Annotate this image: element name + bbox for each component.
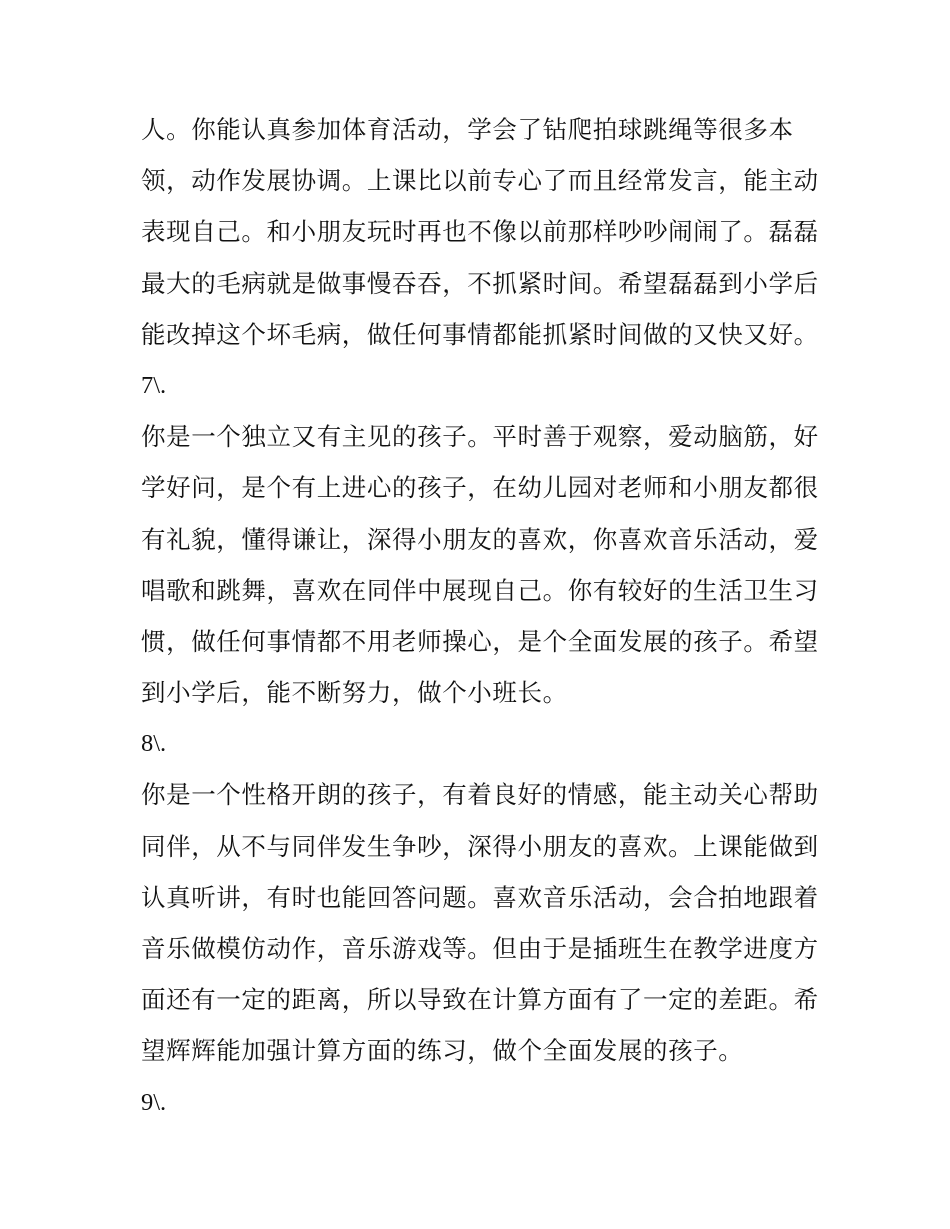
text-line: 面还有一定的距离，所以导致在计算方面有了一定的差距。希 (141, 985, 819, 1015)
text-line: 最大的毛病就是做事慢吞吞，不抓紧时间。希望磊磊到小学后 (141, 268, 819, 298)
item-number-9: 9\. (141, 1088, 167, 1116)
text-line: 能改掉这个坏毛病，做任何事情都能抓紧时间做的又快又好。 (141, 319, 819, 349)
text-line: 人。你能认真参加体育活动，学会了钻爬拍球跳绳等很多本 (141, 115, 794, 144)
item-number-7: 7\. (141, 371, 167, 399)
text-line: 领，动作发展协调。上课比以前专心了而且经常发言，能主动 (141, 166, 819, 196)
item-number-8: 8\. (141, 730, 167, 758)
text-line: 同伴，从不与同伴发生争吵，深得小朋友的喜欢。上课能做到 (141, 831, 819, 861)
text-line: 惯，做任何事情都不用老师操心，是个全面发展的孩子。希望 (141, 626, 819, 656)
document-body (141, 104, 831, 1128)
text-line: 有礼貌，懂得谦让，深得小朋友的喜欢，你喜欢音乐活动，爱 (141, 524, 819, 554)
text-line: 望辉辉能加强计算方面的练习，做个全面发展的孩子。 (141, 1036, 744, 1066)
text-line: 唱歌和跳舞，喜欢在同伴中展现自己。你有较好的生活卫生习 (141, 575, 819, 605)
text-line: 你是一个性格开朗的孩子，有着良好的情感，能主动关心帮助 (141, 780, 819, 810)
text-line: 表现自己。和小朋友玩时再也不像以前那样吵吵闹闹了。磊磊 (141, 217, 819, 247)
text-line: 学好问，是个有上进心的孩子，在幼儿园对老师和小朋友都很 (141, 473, 819, 503)
text-line: 音乐做模仿动作，音乐游戏等。但由于是插班生在教学进度方 (141, 934, 819, 963)
text-line: 认真听讲，有时也能回答问题。喜欢音乐活动，会合拍地跟着 (141, 882, 819, 912)
text-line: 你是一个独立又有主见的孩子。平时善于观察，爱动脑筋，好 (141, 422, 819, 452)
text-line: 到小学后，能不断努力，做个小班长。 (141, 678, 568, 708)
